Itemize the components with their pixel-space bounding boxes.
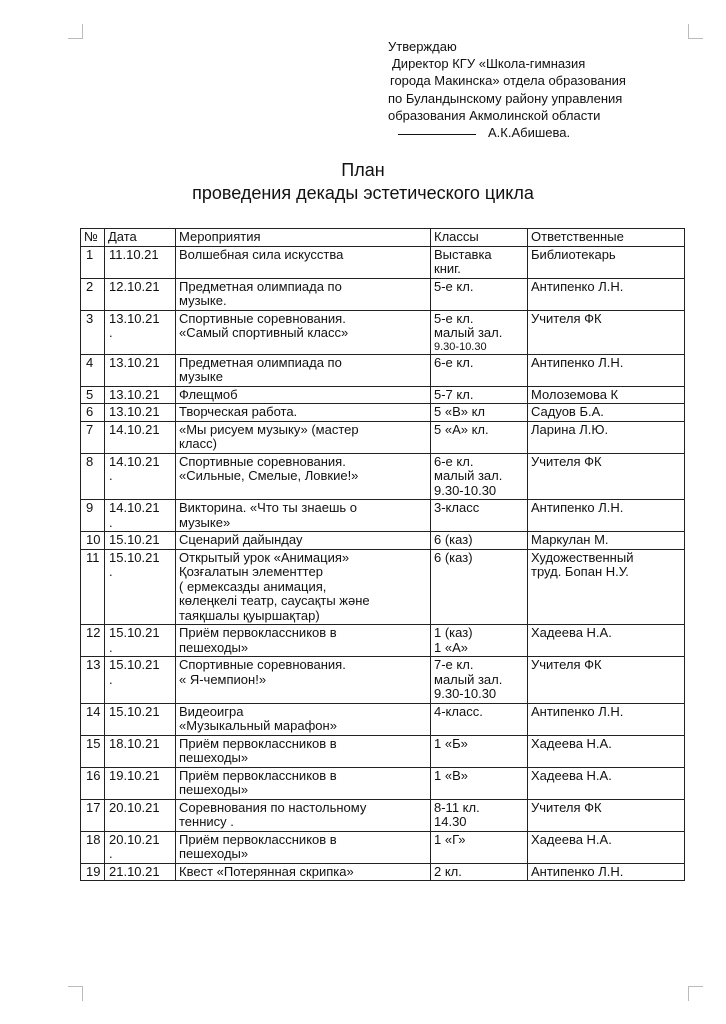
row-classes-text: 6-е кл. <box>434 354 474 370</box>
row-date: 13.10.21 <box>105 386 176 404</box>
row-responsible: Учителя ФК <box>528 657 685 704</box>
row-number: 10 <box>81 532 105 550</box>
row-classes-text: 5-е кл. малый зал. <box>434 310 503 340</box>
row-responsible: Садуов Б.А. <box>528 404 685 422</box>
row-date: 19.10.21 <box>105 767 176 799</box>
row-classes-text: 6 (каз) <box>434 532 473 547</box>
table-row <box>81 500 685 532</box>
row-classes-text: 2 кл. <box>434 863 462 879</box>
row-classes-text: 3-класс <box>434 500 480 515</box>
row-date: 12.10.21 <box>105 278 176 310</box>
row-classes-text: 8-11 кл. 14.30 <box>434 799 480 829</box>
row-date: 13.10.21 <box>105 354 176 386</box>
row-date: 15.10.21 . <box>105 625 176 657</box>
row-classes <box>431 657 528 704</box>
row-classes <box>431 246 528 278</box>
row-number: 13 <box>81 657 105 704</box>
row-classes <box>431 404 528 422</box>
row-classes <box>431 354 528 386</box>
table-row <box>81 386 685 404</box>
row-number: 14 <box>81 703 105 735</box>
row-classes <box>431 421 528 453</box>
row-event: Соревнования по настольному теннису . <box>176 799 431 831</box>
row-number: 3 <box>81 310 105 354</box>
row-classes-text: 5-7 кл. <box>434 386 474 402</box>
row-responsible: Антипенко Л.Н. <box>528 278 685 310</box>
row-event: Флещмоб <box>176 386 431 404</box>
row-date: 15.10.21 <box>105 703 176 735</box>
row-responsible: Антипенко Л.Н. <box>528 500 685 532</box>
approval-block <box>388 38 688 141</box>
table-row <box>81 354 685 386</box>
row-number: 4 <box>81 354 105 386</box>
crop-mark-top-left <box>68 24 83 39</box>
row-event: «Мы рисуем музыку» (мастер класс) <box>176 421 431 453</box>
row-date: 14.10.21 . <box>105 500 176 532</box>
row-classes-text: 7-е кл. малый зал. 9.30-10.30 <box>434 657 503 701</box>
signature-blank <box>398 134 476 135</box>
approval-line: образования Акмолинской области <box>388 107 601 123</box>
row-number: 12 <box>81 625 105 657</box>
row-event: Предметная олимпиада по музыке. <box>176 278 431 310</box>
row-responsible: Учителя ФК <box>528 453 685 500</box>
crop-mark-bottom-right <box>688 986 703 1001</box>
table-row <box>81 453 685 500</box>
row-responsible: Библиотекарь <box>528 246 685 278</box>
row-number: 8 <box>81 453 105 500</box>
row-classes <box>431 532 528 550</box>
row-date: 18.10.21 <box>105 735 176 767</box>
row-number: 16 <box>81 767 105 799</box>
row-responsible: Учителя ФК <box>528 799 685 831</box>
row-number: 2 <box>81 278 105 310</box>
row-number: 19 <box>81 863 105 881</box>
row-classes-text: 6 (каз) <box>434 549 473 565</box>
row-classes-text: 5 «В» кл <box>434 404 486 419</box>
row-event: Открытый урок «Анимация» Қозғалатын элементтер ( ермексазды анимация, көлеңкелі театр, саусақты және таяқшалы қуыршақтар) <box>176 549 431 625</box>
row-classes <box>431 863 528 881</box>
table-row <box>81 657 685 704</box>
row-date: 13.10.21 <box>105 404 176 422</box>
row-classes-text: 4-класс. <box>434 703 483 719</box>
row-number: 15 <box>81 735 105 767</box>
table-row <box>81 246 685 278</box>
table-row <box>81 831 685 863</box>
row-responsible: Хадеева Н.А. <box>528 625 685 657</box>
row-responsible: Антипенко Л.Н. <box>528 354 685 386</box>
row-event: Спортивные соревнования. «Самый спортивный класс» <box>176 310 431 354</box>
row-responsible: Антипенко Л.Н. <box>528 863 685 881</box>
row-classes-text: 1 (каз) 1 «А» <box>434 625 473 655</box>
row-event: Спортивные соревнования. « Я-чемпион!» <box>176 657 431 704</box>
row-classes <box>431 767 528 799</box>
row-event: Приём первоклассников в пешеходы» <box>176 767 431 799</box>
header-responsible: Ответственные <box>528 229 685 247</box>
header-date: Дата <box>105 229 176 247</box>
row-number: 7 <box>81 421 105 453</box>
row-number: 9 <box>81 500 105 532</box>
row-classes-text: 1 «Б» <box>434 735 468 751</box>
row-date: 11.10.21 <box>105 246 176 278</box>
row-number: 17 <box>81 799 105 831</box>
approval-line: по Буландынскому району управления <box>388 90 623 106</box>
table-row <box>81 549 685 625</box>
row-date: 15.10.21 <box>105 532 176 550</box>
table-row <box>81 404 685 422</box>
row-responsible: Хадеева Н.А. <box>528 831 685 863</box>
row-date: 14.10.21 . <box>105 453 176 500</box>
row-event: Приём первоклассников в пешеходы» <box>176 735 431 767</box>
signature-line <box>388 124 688 141</box>
row-classes-text: 5-е кл. <box>434 278 474 294</box>
table-header-row <box>81 229 685 247</box>
row-responsible: Молоземова К <box>528 386 685 404</box>
approval-line: Директор КГУ «Школа-гимназия <box>392 56 586 72</box>
row-classes <box>431 799 528 831</box>
document-subtitle: проведения декады эстетического цикла <box>192 183 534 203</box>
row-date: 20.10.21 . <box>105 831 176 863</box>
events-table <box>80 228 685 881</box>
approval-line: города Макинска» отдела образования <box>390 73 626 89</box>
row-classes <box>431 625 528 657</box>
row-event: Приём первоклассников в пешеходы» <box>176 831 431 863</box>
crop-mark-bottom-left <box>68 986 83 1001</box>
row-classes-text: 5 «А» кл. <box>434 421 489 437</box>
table-row <box>81 532 685 550</box>
signer-name: А.К.Абишева. <box>488 125 571 141</box>
row-date: 15.10.21 . <box>105 657 176 704</box>
row-classes-text: 1 «В» <box>434 767 468 783</box>
row-number: 18 <box>81 831 105 863</box>
header-event: Мероприятия <box>176 229 431 247</box>
row-number: 6 <box>81 404 105 422</box>
table-row <box>81 799 685 831</box>
row-number: 1 <box>81 246 105 278</box>
row-event: Приём первоклассников в пешеходы» <box>176 625 431 657</box>
table-row <box>81 278 685 310</box>
row-classes <box>431 549 528 625</box>
row-responsible: Учителя ФК <box>528 310 685 354</box>
row-event: Предметная олимпиада по музыке <box>176 354 431 386</box>
table-row <box>81 310 685 354</box>
row-responsible: Маркулан М. <box>528 532 685 550</box>
row-event: Творческая работа. <box>176 404 431 422</box>
row-date: 14.10.21 <box>105 421 176 453</box>
crop-mark-top-right <box>688 24 703 39</box>
row-event: Волшебная сила искусства <box>176 246 431 278</box>
table-row <box>81 703 685 735</box>
table-row <box>81 735 685 767</box>
row-date: 15.10.21 . <box>105 549 176 625</box>
row-responsible: Антипенко Л.Н. <box>528 703 685 735</box>
row-classes <box>431 453 528 500</box>
row-responsible: Ларина Л.Ю. <box>528 421 685 453</box>
table-row <box>81 421 685 453</box>
row-classes-time: 9.30-10.30 <box>434 340 487 353</box>
row-date: 21.10.21 <box>105 863 176 881</box>
document-title: План <box>341 160 385 180</box>
row-classes <box>431 703 528 735</box>
row-event: Видеоигра «Музыкальный марафон» <box>176 703 431 735</box>
row-date: 20.10.21 <box>105 799 176 831</box>
header-number: № <box>81 229 105 247</box>
row-classes <box>431 831 528 863</box>
row-responsible: Хадеева Н.А. <box>528 735 685 767</box>
row-number: 11 <box>81 549 105 625</box>
table-row <box>81 625 685 657</box>
row-number: 5 <box>81 386 105 404</box>
row-responsible: Художественный труд. Бопан Н.У. <box>528 549 685 625</box>
row-event: Квест «Потерянная скрипка» <box>176 863 431 881</box>
row-classes-text: Выставка книг. <box>434 246 492 276</box>
row-classes <box>431 278 528 310</box>
approval-line: Утверждаю <box>388 39 457 54</box>
row-responsible: Хадеева Н.А. <box>528 767 685 799</box>
row-classes <box>431 386 528 404</box>
row-classes <box>431 735 528 767</box>
row-event: Викторина. «Что ты знаешь о музыке» <box>176 500 431 532</box>
row-date: 13.10.21 . <box>105 310 176 354</box>
row-event: Сценарий дайындау <box>176 532 431 550</box>
row-event: Спортивные соревнования. «Сильные, Смелые, Ловкие!» <box>176 453 431 500</box>
row-classes-text: 1 «Г» <box>434 831 466 847</box>
header-classes: Классы <box>431 229 528 247</box>
table-row <box>81 767 685 799</box>
table-row <box>81 863 685 881</box>
row-classes-text: 6-е кл. малый зал. 9.30-10.30 <box>434 453 503 498</box>
row-classes <box>431 500 528 532</box>
row-classes <box>431 310 528 354</box>
